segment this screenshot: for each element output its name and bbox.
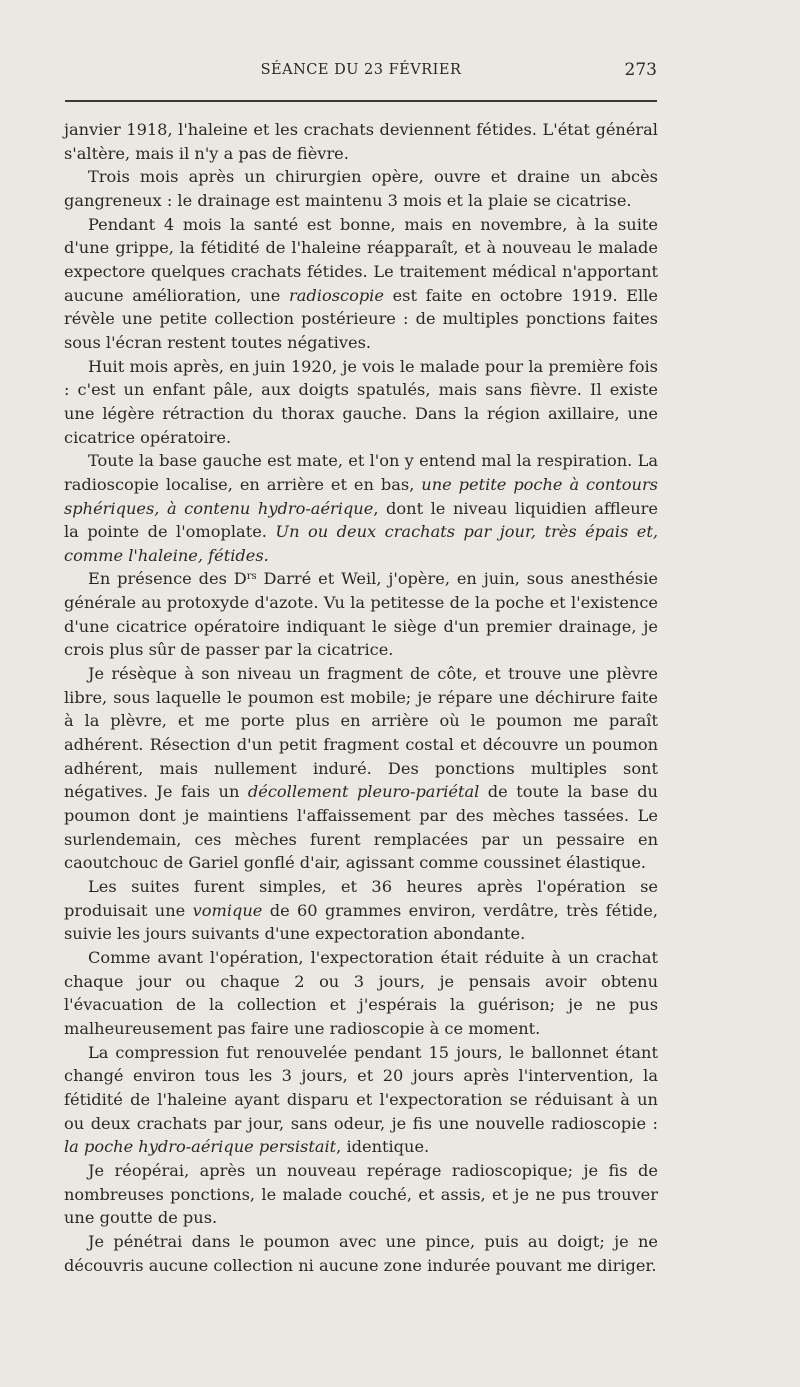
text-segment: , identique.: [336, 1137, 430, 1157]
header-rule: [65, 100, 657, 102]
superscript: rs: [246, 571, 257, 583]
paragraph: [64, 1230, 658, 1277]
paragraph: [64, 567, 658, 662]
text-segment: de toute la base du poumon dont je maintiens l'affaissement par des mèches tassées. Le surlendemain, ces mèches furent remplacées par un pessaire en caoutchouc de Gariel gonflé d'air, agissant comme coussinet élastique.: [64, 782, 658, 873]
paragraph: [64, 946, 658, 1041]
text-segment: Darré et Weil, j'opère, en juin, sous anesthésie générale au protoxyde d'azote. Vu la petitesse de la poche et l'existence d'une cicatrice opératoire indiquant le siège d'un premier drainage, je crois plus sûr de passer par la cicatrice.: [64, 569, 658, 660]
paragraph: [64, 118, 658, 165]
paragraph: [64, 875, 658, 946]
text-segment: Pendant 4 mois la santé est bonne, mais en novembre, à la suite d'une grippe, la fétidité de l'haleine réapparaît, et à nouveau le malade expectore quelques crachats fétides. Le traitement médical n'apportant aucune amélioration, une: [64, 214, 658, 305]
text-segment: de 60 grammes environ, verdâtre, très fétide, suivie les jours suivants d'une expectoration abondante.: [64, 900, 658, 944]
paragraph: [64, 449, 658, 567]
paragraph: [64, 1041, 658, 1159]
text-segment: Trois mois après un chirurgien opère, ouvre et draine un abcès gangreneux : le drainage est maintenu 3 mois et la plaie se cicatrise.: [64, 167, 658, 210]
text-segment: est faite en octobre 1919. Elle révèle une petite collection postérieure : de multiples ponctions faites sous l'écran restent toutes négatives.: [64, 285, 658, 352]
text-segment: La compression fut renouvelée pendant 15 jours, le ballonnet étant changé environ tous les 3 jours, et 20 jours après l'intervention, la fétidité de l'haleine ayant disparu et l'expectoration se réduisant à un ou deux crachats par jour, sans odeur, je fis une nouvelle radioscopie :: [64, 1042, 658, 1133]
running-head: SÉANCE DU 23 FÉVRIER: [260, 62, 462, 78]
page-number: 273: [624, 60, 657, 80]
italic-segment: Un ou deux crachats par jour, très épais et, comme l'haleine, fétides.: [64, 522, 658, 565]
italic-segment: une petite poche à contours sphériques, à contenu hydro-aérique: [64, 474, 658, 518]
paragraph: [64, 165, 658, 212]
body-text: [64, 118, 658, 1277]
paragraph: [64, 1159, 658, 1230]
text-segment: Comme avant l'opération, l'expectoration était réduite à un crachat chaque jour ou chaque 2 ou 3 jours, je pensais avoir obtenu l'évacuation de la collection et j'espérais la guérison; je ne pus malheureusement pas faire une radioscopie à ce moment.: [64, 947, 658, 1038]
paragraph: [64, 213, 658, 355]
text-segment: En présence des D: [88, 569, 247, 589]
italic-segment: décollement pleuro-pariétal: [247, 782, 480, 802]
italic-segment: la poche hydro-aérique persistait: [64, 1137, 337, 1157]
page-header: [65, 62, 657, 86]
text-segment: janvier 1918, l'haleine et les crachats deviennent fétides. L'état général s'altère, mais il n'y a pas de fièvre.: [64, 120, 658, 163]
text-segment: Huit mois après, en juin 1920, je vois le malade pour la première fois : c'est un enfant pâle, aux doigts spatulés, mais sans fièvre. Il existe une légère rétraction du thorax gauche. Dans la région axillaire, une cicatrice opératoire.: [64, 356, 658, 447]
paragraph: [64, 355, 658, 450]
text-segment: Les suites furent simples, et 36 heures après l'opération se produisait une: [64, 877, 658, 920]
text-segment: Je résèque à son niveau un fragment de côte, et trouve une plèvre libre, sous laquelle le poumon est mobile; je répare une déchirure faite à la plèvre, et me porte plus en arrière où le poumon me paraît adhérent. Résection d'un petit fragment costal et découvre un poumon adhérent, mais nullement induré. Des ponctions multiples sont négatives. Je fais un: [64, 664, 658, 802]
italic-segment: radioscopie: [289, 285, 384, 305]
italic-segment: vomique: [192, 900, 263, 920]
text-segment: Je pénétrai dans le poumon avec une pince, puis au doigt; je ne découvris aucune collection ni aucune zone indurée pouvant me diriger.: [64, 1231, 658, 1275]
paragraph: [64, 662, 658, 875]
text-segment: , dont le niveau liquidien affleure la pointe de l'omoplate.: [64, 498, 658, 542]
text-segment: Toute la base gauche est mate, et l'on y entend mal la respiration. La radioscopie localise, en arrière et en bas,: [64, 451, 658, 494]
text-segment: Je réopérai, après un nouveau repérage radioscopique; je fis de nombreuses ponctions, le malade couché, et assis, et je ne pus trouver une goutte de pus.: [64, 1160, 658, 1228]
